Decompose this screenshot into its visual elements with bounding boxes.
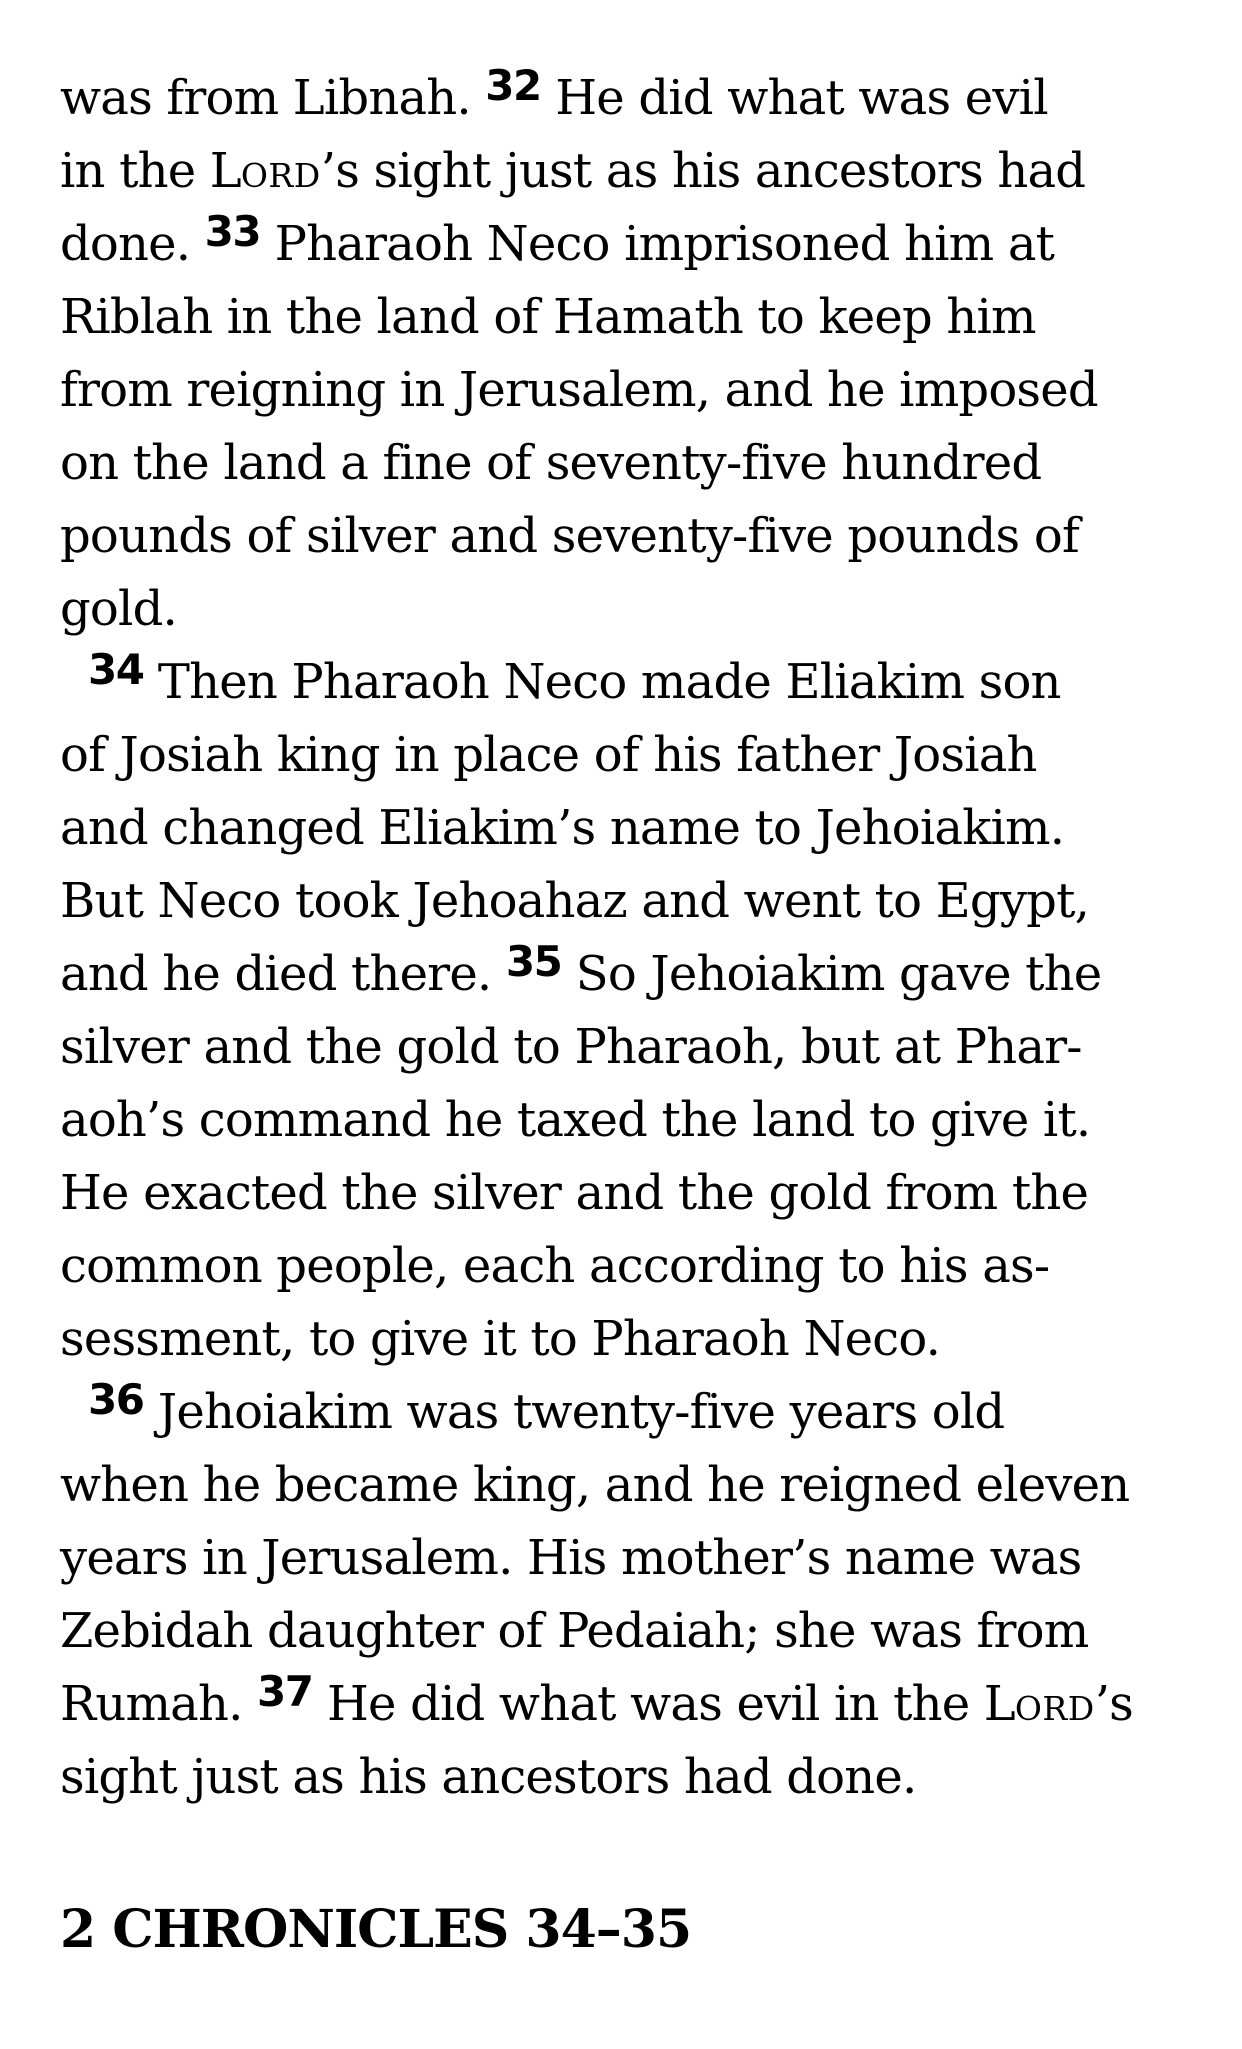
- scripture-line: gold.: [60, 581, 177, 637]
- passage-footer-heading: 2 CHRONICLES 34–35: [60, 1899, 692, 1960]
- scripture-line: silver and the gold to Pharaoh, but at Phar-: [60, 1019, 1082, 1075]
- scripture-line: aoh’s command he taxed the land to give it.: [60, 1092, 1091, 1148]
- scripture-line: 36 Jehoiakim was twenty-five years old: [88, 1375, 1005, 1440]
- scripture-line: of Josiah king in place of his father Josiah: [60, 727, 1037, 783]
- scripture-line: sight just as his ancestors had done.: [60, 1749, 917, 1805]
- scripture-line: was from Libnah. 32 He did what was evil: [60, 61, 1048, 126]
- scripture-line: and changed Eliakim’s name to Jehoiakim.: [60, 800, 1065, 856]
- verse-number: 36: [88, 1375, 144, 1424]
- verse-number: 32: [485, 61, 541, 110]
- scripture-line: Zebidah daughter of Pedaiah; she was from: [60, 1603, 1089, 1659]
- scripture-line: in the LORD’s sight just as his ancestors had: [60, 143, 1086, 199]
- scripture-line: on the land a fine of seventy-five hundred: [60, 435, 1042, 491]
- verse-number: 34: [88, 645, 144, 694]
- verse-number: 33: [204, 207, 261, 256]
- verse-number: 35: [505, 937, 562, 986]
- scripture-line: He exacted the silver and the gold from the: [60, 1165, 1089, 1221]
- scripture-line: 34 Then Pharaoh Neco made Eliakim son: [88, 645, 1061, 710]
- scripture-line: Riblah in the land of Hamath to keep him: [60, 289, 1036, 345]
- scripture-line: common people, each according to his as-: [60, 1238, 1050, 1294]
- scripture-line: from reigning in Jerusalem, and he imposed: [60, 362, 1098, 418]
- divine-name-smallcaps: LORD: [983, 1676, 1095, 1732]
- verse-number: 37: [257, 1667, 313, 1716]
- scripture-line: Rumah. 37 He did what was evil in the LORD’s: [60, 1667, 1133, 1732]
- scripture-line: and he died there. 35 So Jehoiakim gave the: [60, 937, 1102, 1002]
- scripture-line: pounds of silver and seventy-five pounds of: [60, 508, 1079, 564]
- scripture-line: done. 33 Pharaoh Neco imprisoned him at: [60, 207, 1055, 272]
- divine-name-smallcaps: LORD: [209, 143, 321, 199]
- scripture-line: years in Jerusalem. His mother’s name was: [60, 1530, 1082, 1586]
- scripture-text[interactable]: [60, 62, 1202, 1814]
- scripture-line: when he became king, and he reigned eleven: [60, 1457, 1130, 1513]
- scripture-line: sessment, to give it to Pharaoh Neco.: [60, 1311, 941, 1367]
- scripture-line: But Neco took Jehoahaz and went to Egypt,: [60, 873, 1090, 929]
